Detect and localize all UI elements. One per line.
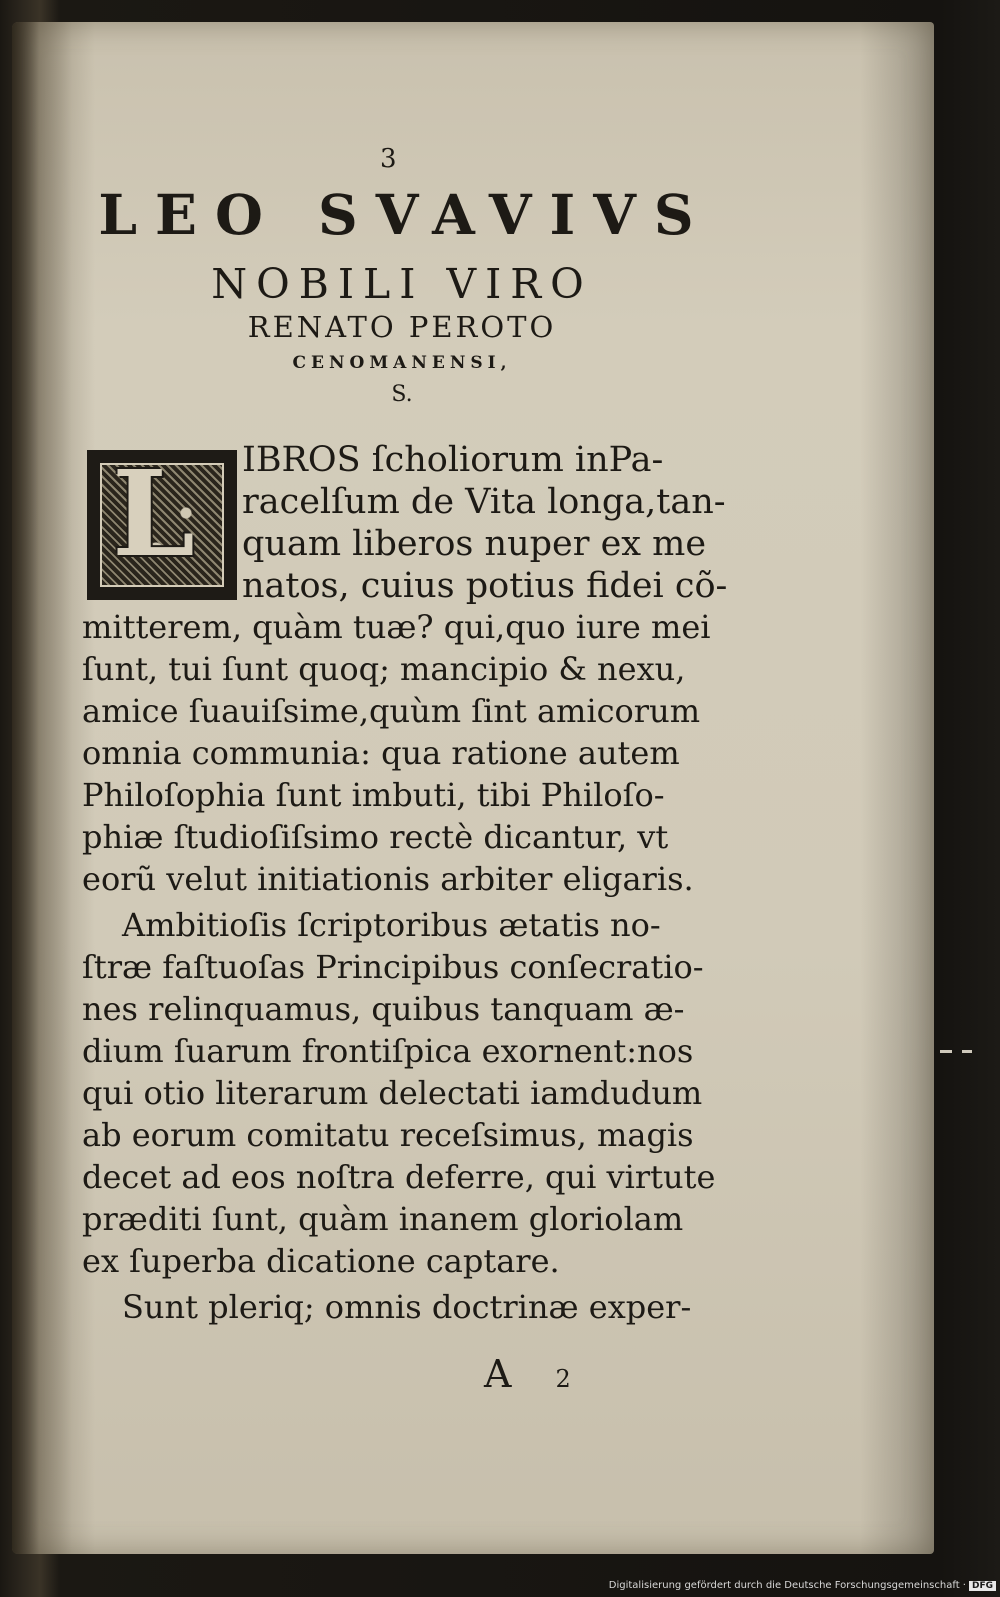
body-line: præditi ſunt, quàm inanem gloriolam	[82, 1200, 684, 1238]
body-line: phiæ ſtudioſiſsimo rectè dicantur, vt	[82, 818, 669, 856]
body-line: qui otio literarum delectati iamdudum	[82, 1074, 703, 1112]
book-page	[12, 22, 934, 1554]
body-line: omnia communia: qua ratione autem	[82, 734, 680, 772]
body-line: amice ſuauiſsime,quùm ſint amicorum	[82, 692, 701, 730]
body-line: eorũ velut initiationis arbiter eligaris.	[82, 860, 694, 898]
heading-dedication: NOBILI VIRO	[211, 260, 593, 308]
signature-mark	[484, 1352, 571, 1396]
decorated-initial	[87, 444, 237, 600]
body-line: Sunt pleriq; omnis doctrinæ exper-	[122, 1288, 692, 1326]
body-line: ex ſuperba dicatione captare.	[82, 1242, 560, 1280]
body-line: racelſum de Vita longa,tan-	[242, 482, 726, 522]
scan-artifact	[962, 1050, 972, 1053]
page-number: 3	[380, 144, 397, 174]
body-line: ſunt, tui ſunt quoq; mancipio & nexu,	[82, 650, 686, 688]
body-line: Philoſophia ſunt imbuti, tibi Philoſo-	[82, 776, 665, 814]
signature-letter: A	[484, 1352, 512, 1396]
body-line: dium ſuarum frontiſpica exornent:nos	[82, 1032, 694, 1070]
body-line: ab eorum comitatu receſsimus, magis	[82, 1116, 694, 1154]
body-line: natos, cuius potius fidei cõ-	[242, 566, 728, 606]
body-line: nes relinquamus, quibus tanquam æ-	[82, 990, 685, 1028]
body-line: ſtræ faſtuoſas Principibus conſecratio-	[82, 948, 704, 986]
heading-recipient: RENATO PEROTO	[247, 310, 557, 344]
body-line: mitterem, quàm tuæ? qui,quo iure mei	[82, 608, 711, 646]
heading-author: LEO SVAVIVS	[98, 182, 712, 247]
signature-number: 2	[555, 1365, 571, 1393]
body-line: decet ad eos noſtra deferre, qui virtute	[82, 1158, 716, 1196]
body-line: quam liberos nuper ex me	[242, 524, 707, 564]
heading-origin: CENOMANENSI,	[292, 353, 512, 373]
heading-salutation: S.	[391, 382, 413, 407]
body-line: Ambitioſis ſcriptoribus ætatis no-	[122, 906, 661, 944]
scan-artifact	[940, 1050, 952, 1053]
page-gutter-shadow	[12, 22, 72, 1554]
dfg-logo: DFG	[969, 1581, 996, 1591]
body-line: IBROS ſcholiorum inPa-	[242, 440, 664, 480]
digitization-credit	[609, 1580, 996, 1591]
initial-letter: L	[112, 444, 195, 583]
credit-text: Digitalisierung gefördert durch die Deutsche Forschungsgemeinschaft ·	[608, 1580, 966, 1591]
